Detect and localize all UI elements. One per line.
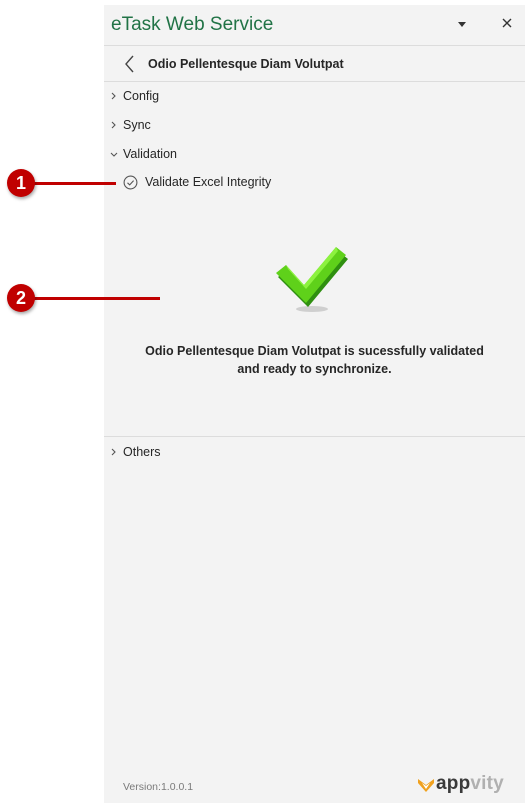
chevron-right-icon (108, 90, 120, 102)
app-title: eTask Web Service (111, 14, 274, 35)
close-icon[interactable] (498, 14, 516, 32)
title-bar (104, 5, 525, 45)
chevron-left-icon[interactable] (122, 53, 138, 75)
validate-item-label: Validate Excel Integrity (145, 175, 272, 189)
chevron-down-icon (108, 148, 120, 160)
section-validation[interactable] (108, 144, 508, 166)
version-label: Version:1.0.0.1 (123, 781, 194, 793)
callout-badge-1: 1 (7, 169, 35, 197)
divider (104, 81, 525, 82)
message-line: Odio Pellentesque Diam Volutpat is sucessfully validated (145, 344, 484, 358)
chevron-right-icon (108, 446, 120, 458)
section-label: Others (123, 445, 161, 459)
appvity-logo-icon (417, 777, 435, 793)
task-pane (104, 5, 525, 803)
logo-text-part: app (436, 773, 471, 794)
callout-badge-2: 2 (7, 284, 35, 312)
divider (104, 436, 525, 437)
chevron-right-icon (108, 119, 120, 131)
callout-line-2 (32, 297, 160, 300)
validation-message (124, 342, 505, 378)
big-checkmark-icon (276, 245, 352, 315)
appvity-logo (417, 774, 517, 796)
message-line: and ready to synchronize. (237, 362, 392, 376)
divider (104, 45, 525, 46)
section-label: Sync (123, 118, 151, 132)
check-circle-icon (123, 175, 138, 190)
section-label: Config (123, 89, 160, 103)
validate-excel-integrity-item[interactable] (123, 174, 323, 194)
caret-down-icon[interactable] (454, 17, 470, 31)
logo-text (436, 773, 504, 795)
section-sync[interactable] (108, 115, 508, 137)
callout-line-1 (32, 182, 116, 185)
section-config[interactable] (108, 86, 508, 108)
section-label: Validation (123, 147, 177, 161)
page-title: Odio Pellentesque Diam Volutpat (148, 57, 344, 71)
logo-text-part: vity (470, 773, 504, 794)
section-others[interactable] (108, 442, 508, 464)
